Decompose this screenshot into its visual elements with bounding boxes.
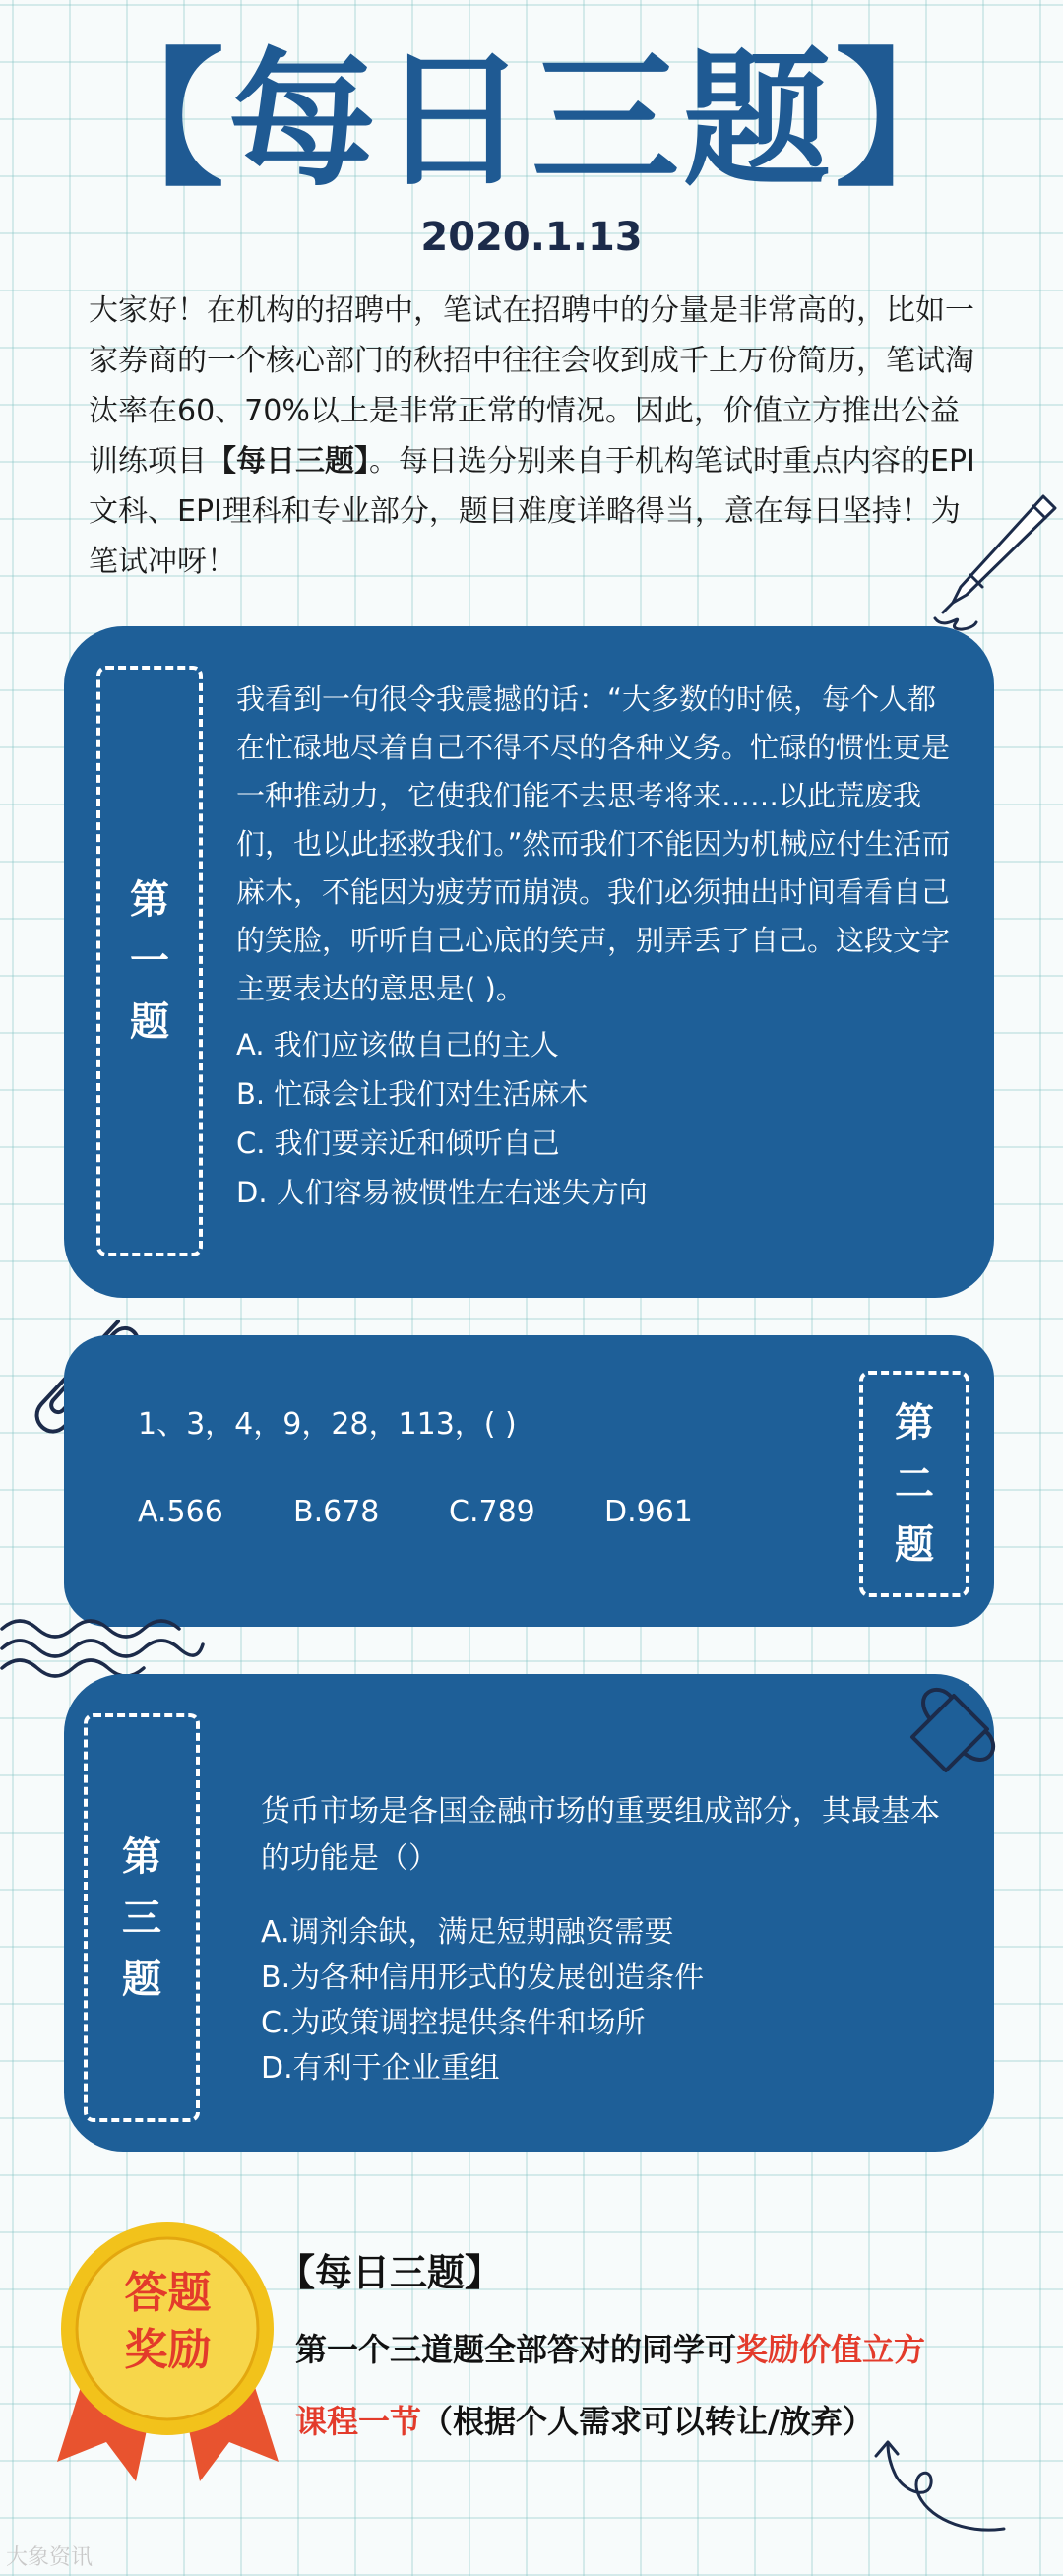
question-card-1	[64, 626, 994, 1298]
question-3-text: 货币市场是各国金融市场的重要组成部分，其最基本的功能是（）	[261, 1794, 940, 1876]
question-2-options	[138, 1495, 760, 1529]
option-b: B.678	[293, 1495, 380, 1529]
intro-paragraph: 大家好！在机构的招聘中，笔试在招聘中的分量是非常高的，比如一家券商的一个核心部门的秋招中往往会收到成千上万份简历，笔试淘汰率在60、70%以上是非常正常的情况。因此，价值立方推出公益训练项目【每日三题】。每日选分别来自于机构笔试时重点内容的EPI文科、EPI理科和专业部分，题目难度详略得当，意在每日坚持！为笔试冲呀！	[89, 293, 975, 579]
award-badge-text: 答题 奖励	[124, 2268, 212, 2375]
option-d: D.有利于企业重组	[261, 2051, 500, 2086]
question-1-label: 第 一 题	[96, 666, 203, 1256]
watermark: 大象资讯	[6, 2545, 94, 2570]
option-c: C. 我们要亲近和倾听自己	[236, 1127, 560, 1160]
option-c: C.为政策调控提供条件和场所	[261, 2006, 646, 2040]
option-a: A.566	[138, 1495, 223, 1529]
binder-clip-icon	[891, 1674, 1009, 1792]
award-description: 第一个三道题全部答对的同学可奖励价值立方 课程一节（根据个人需求可以转让/放弃）	[295, 2331, 926, 2440]
question-card-2	[64, 1335, 994, 1627]
option-a: A.调剂余缺，满足短期融资需要	[261, 1915, 674, 1950]
question-3-options	[261, 1910, 704, 2092]
question-1-options	[236, 1020, 648, 1217]
arrow-doodle-icon	[866, 2432, 1014, 2541]
question-3-label: 第 三 题	[84, 1713, 200, 2122]
option-b: B.为各种信用形式的发展创造条件	[261, 1961, 705, 1995]
option-d: D.961	[604, 1495, 693, 1529]
option-d: D. 人们容易被惯性左右迷失方向	[236, 1176, 648, 1209]
award-title: 【每日三题】	[278, 2251, 503, 2294]
question-2-label: 第 二 题	[859, 1371, 969, 1597]
page-date: 2020.1.13	[420, 215, 643, 260]
intro-highlight: 【每日三题】	[207, 444, 369, 479]
option-b: B. 忙碌会让我们对生活麻木	[236, 1077, 589, 1111]
option-c: C.789	[449, 1495, 535, 1529]
pen-icon	[915, 484, 1063, 632]
question-2-text: 1、3，4，9，28，113，( )	[138, 1407, 517, 1442]
option-a: A. 我们应该做自己的主人	[236, 1028, 559, 1062]
question-1-text: 我看到一句很令我震撼的话：“大多数的时候，每个人都在忙碌地尽着自己不得不尽的各种义务。忙碌的惯性更是一种推动力，它使我们能不去思考将来……以此荒废我们，也以此拯救我们。”然而我们不能因为机械应付生活而麻木，不能因为疲劳而崩溃。我们必须抽出时间看看自己的笑脸，听听自己心底的笑声，别弄丢了自己。这段文字主要表达的意思是( )。	[236, 682, 951, 1005]
page-title: 【每日三题】	[76, 35, 986, 207]
question-card-3	[64, 1674, 994, 2152]
